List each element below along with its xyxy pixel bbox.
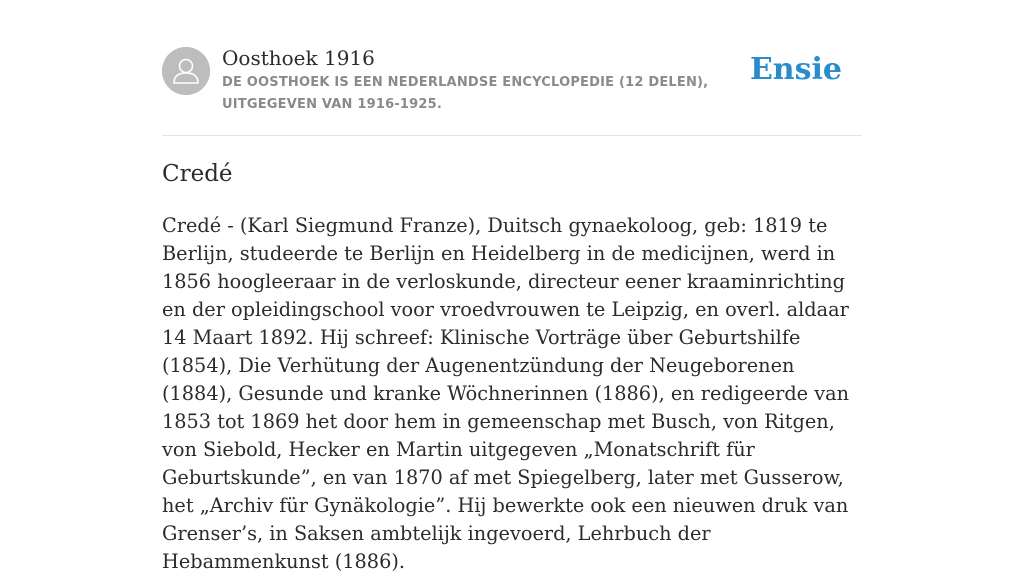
source-header [162, 45, 862, 117]
brand-logo[interactable]: Ensie [749, 52, 842, 87]
user-placeholder-icon [162, 47, 210, 95]
divider [162, 135, 862, 136]
entry-title: Credé [162, 161, 233, 187]
source-description: DE OOSTHOEK IS EEN NEDERLANDSE ENCYCLOPEDIE (12 DELEN), UITGEGEVEN VAN 1916-1925. [222, 75, 709, 112]
source-title[interactable]: Oosthoek 1916 [222, 46, 375, 70]
entry-body: Credé - (Karl Siegmund Franze), Duitsch gynaekoloog, geb: 1819 te Berlijn, studeerde te Berlijn en Heidelberg in de medicijnen, werd in 1856 hoogleeraar in de verloskunde, directeur eener kraaminrichting en der opleidingschool voor vroedvrouwen te Leipzig, en overl. aldaar 14 Maart 1892. Hij schreef: Klinische Vorträge über Geburtshilfe (1854), Die Verhütung der Augenentzündung der Neugeborenen (1884), Gesunde und kranke Wöchnerinnen (1886), en redigeerde van 1853 tot 1869 het door hem in gemeenschap met Busch, von Ritgen, von Siebold, Hecker en Martin uitgegeven „Monatschrift für Geburtskunde”, en van 1870 af met Spiegelberg, later met Gusserow, het „Archiv für Gynäkologie”. Hij bewerkte ook een nieuwen druk van Grenser’s, in Saksen ambtelijk ingevoerd, Lehrbuch der Hebammenkunst (1886). [162, 214, 850, 573]
